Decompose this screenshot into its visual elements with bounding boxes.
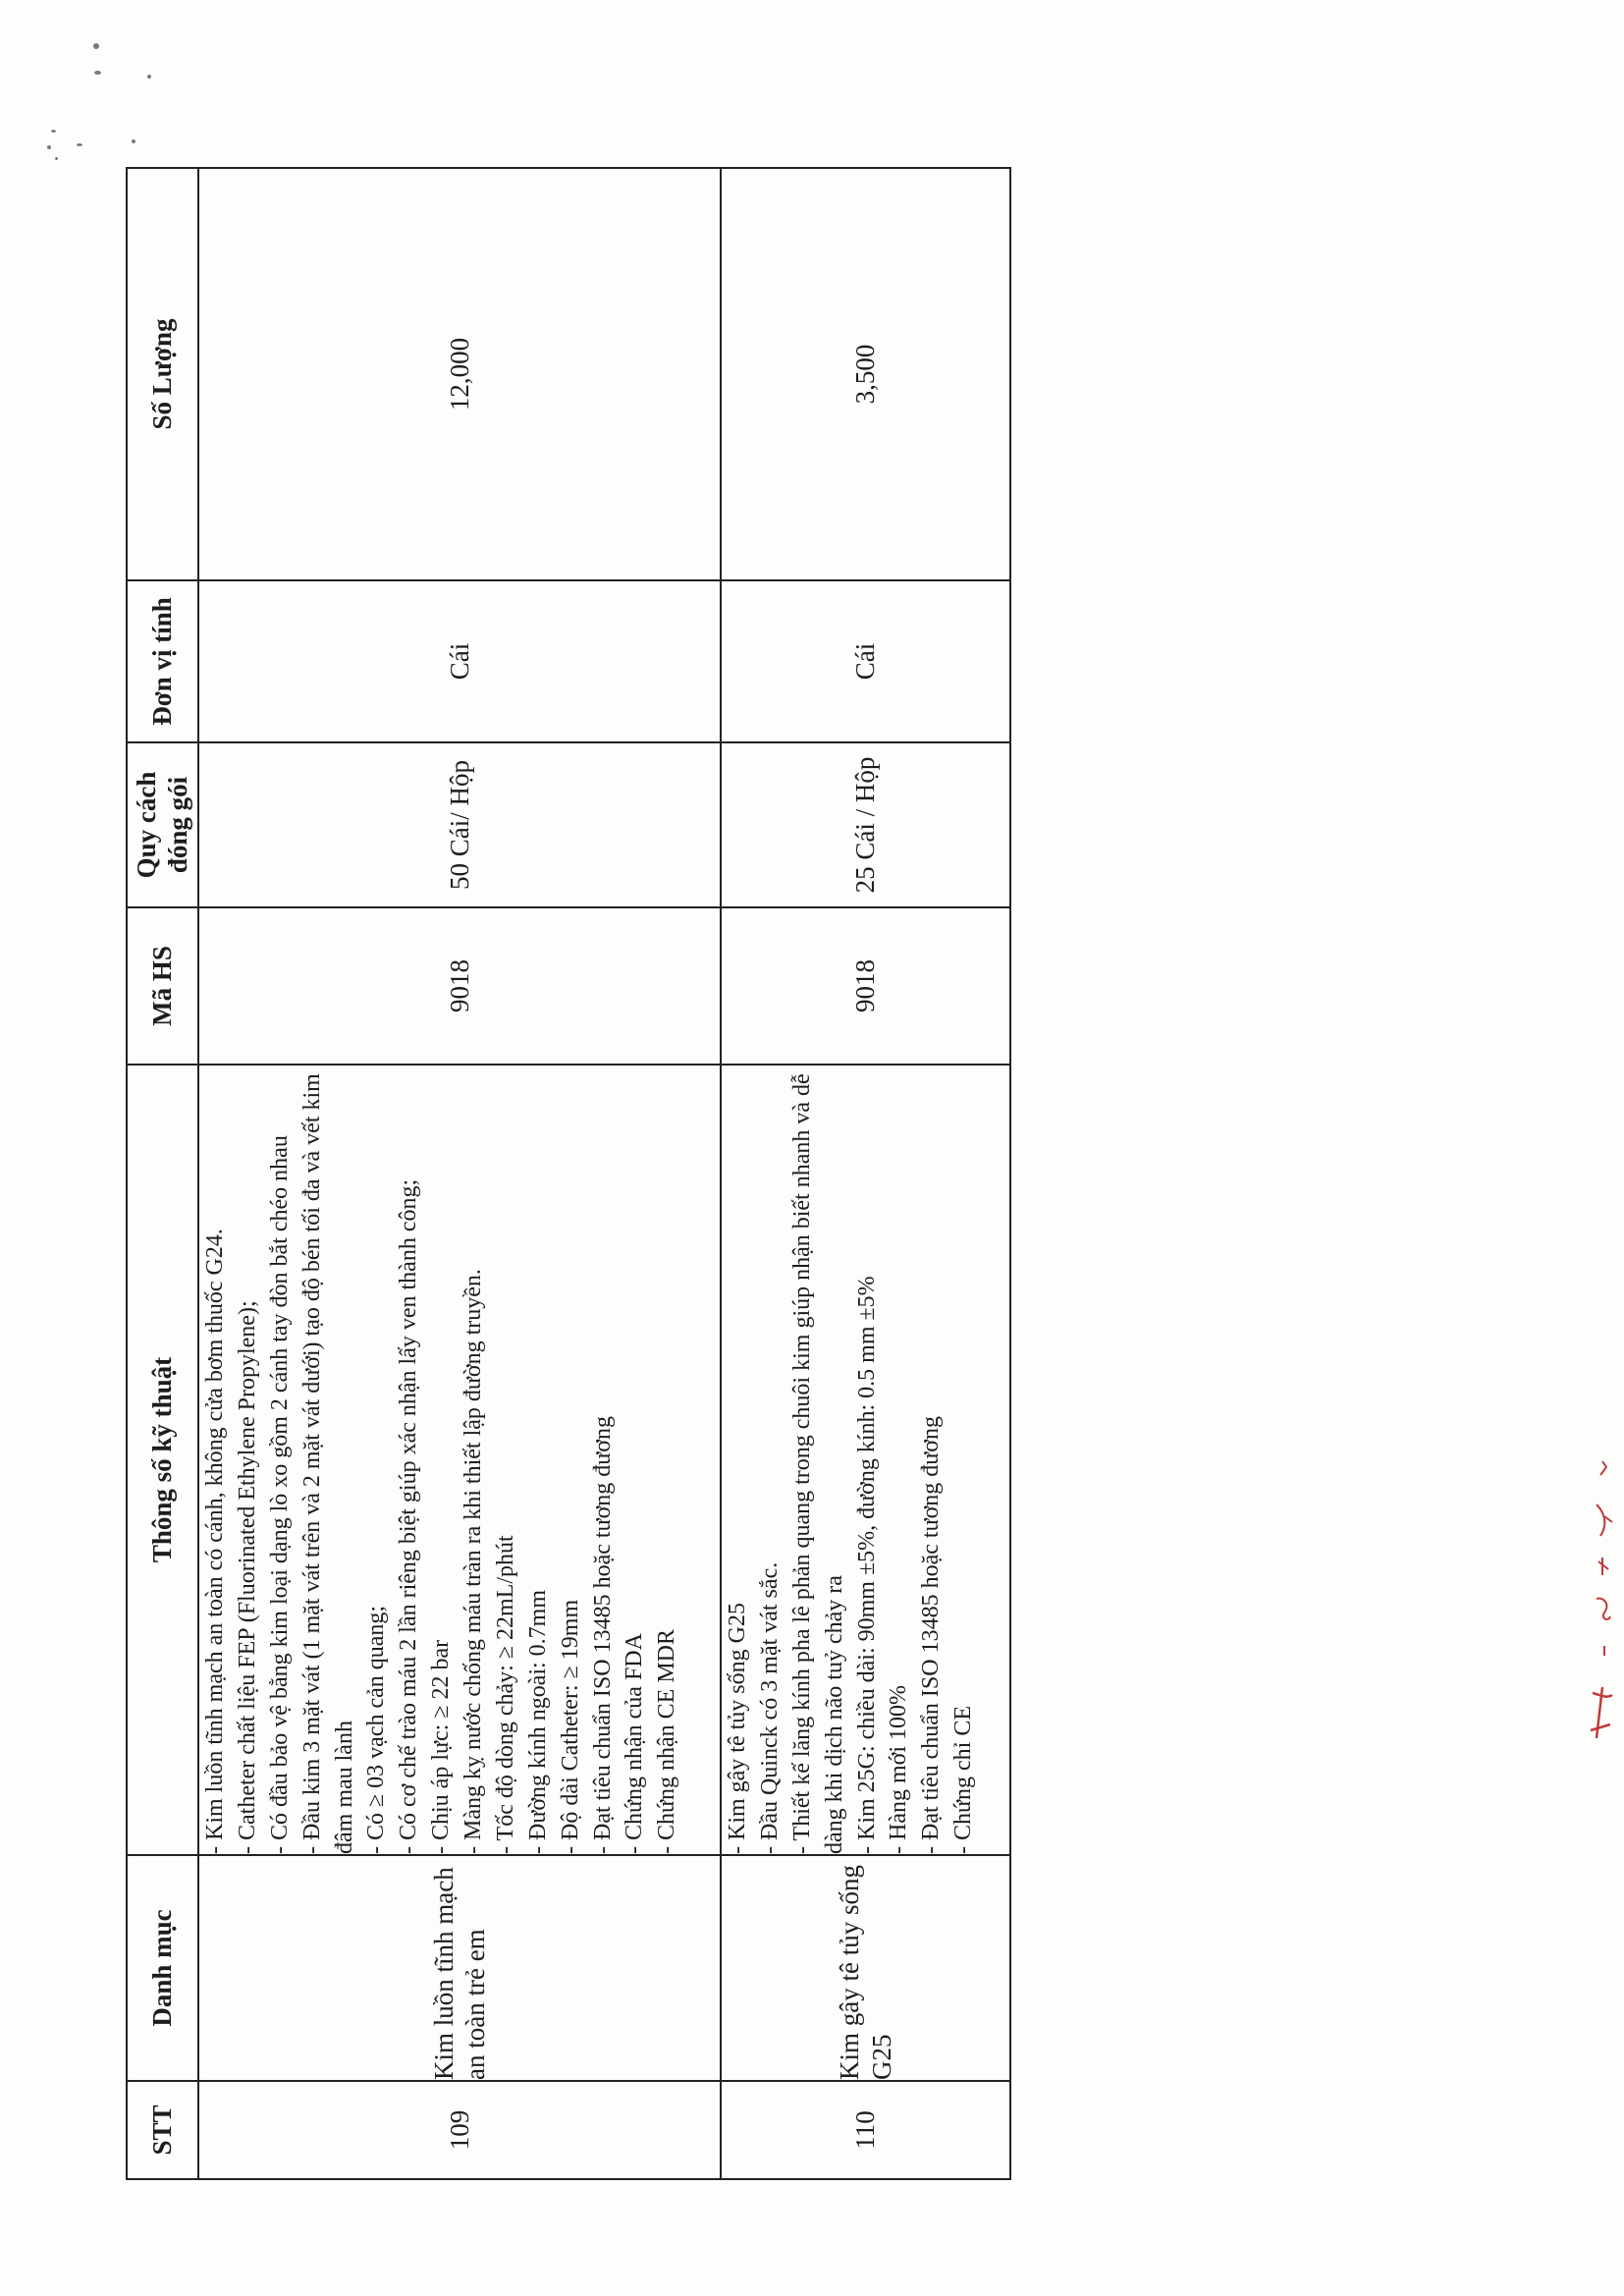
handwritten-initials-signature — [1583, 1453, 1622, 1748]
spec-line: - Có đầu bảo vệ bằng kim loại dạng lò xo gồm 2 cánh tay đòn bắt chéo nhau — [266, 1135, 293, 1854]
row-packaging: 25 Cái / Hộp — [721, 742, 1010, 907]
specs-list — [722, 1066, 980, 1854]
scan-speck — [47, 145, 51, 149]
row-hs-code: 9018 — [721, 907, 1010, 1065]
scan-speck — [94, 71, 101, 75]
spec-line: - Độ dài Catheter: ≥ 19mm — [557, 1599, 583, 1854]
row-stt: 109 — [198, 2081, 721, 2179]
scan-speck — [147, 75, 151, 79]
scan-speck — [132, 139, 135, 143]
spec-line: - Đầu kim 3 mặt vát (1 mặt vát trên và 2 mặt vát dưới) tạo độ bén tối đa và vết kim đâm mau lành — [298, 1073, 357, 1854]
spec-line: - Chứng chỉ CE — [950, 1706, 977, 1854]
spec-line: - Đạt tiêu chuẩn ISO 13485 hoặc tương đương — [589, 1416, 616, 1854]
rotated-table-container — [126, 169, 1007, 2180]
spec-line: - Có ≥ 03 vạch cản quang; — [363, 1605, 390, 1854]
header-hs-code: Mã HS — [127, 907, 198, 1065]
spec-line: - Tốc độ dòng chảy: ≥ 22mL/phút — [492, 1535, 518, 1854]
row-specs — [198, 1065, 721, 1855]
table-header-row — [127, 168, 198, 2179]
row-quantity: 12,000 — [198, 168, 721, 580]
spec-line: - Kim 25G: chiều dài: 90mm ±5%, đường kính: 0.5 mm ±5% — [853, 1276, 880, 1854]
scan-speck — [93, 43, 99, 49]
spec-line: - Đạt tiêu chuẩn ISO 13485 hoặc tương đương — [918, 1416, 945, 1854]
row-unit: Cái — [721, 580, 1010, 742]
table-row — [721, 168, 1010, 2179]
specs-list — [199, 1066, 683, 1854]
row-specs — [721, 1065, 1010, 1855]
scan-speck — [77, 143, 82, 146]
header-unit: Đơn vị tính — [127, 580, 198, 742]
spec-line: - Thiết kế lăng kính pha lê phản quang trong chuôi kim giúp nhận biết nhanh và dễ dàng khi dịch não tuỷ chảy ra — [788, 1073, 847, 1854]
spec-line: - Catheter chất liệu FEP (Fluorinated Ethylene Propylene); — [234, 1300, 260, 1854]
header-specs: Thông số kỹ thuật — [127, 1065, 198, 1855]
spec-line: - Kim gây tê tủy sống G25 — [725, 1603, 750, 1854]
row-packaging: 50 Cái/ Hộp — [198, 742, 721, 907]
row-stt: 110 — [721, 2081, 1010, 2179]
spec-line: - Chứng nhận CE MDR — [654, 1628, 680, 1854]
specification-table — [126, 167, 1011, 2180]
spec-line: - Đường kính ngoài: 0.7mm — [524, 1589, 551, 1854]
scan-speck — [55, 157, 58, 160]
table-row — [198, 168, 721, 2179]
header-category: Danh mục — [127, 1855, 198, 2081]
row-hs-code: 9018 — [198, 907, 721, 1065]
row-unit: Cái — [198, 580, 721, 742]
spec-line: - Hàng mới 100% — [886, 1685, 912, 1854]
row-category: Kim gây tê tủy sống G25 — [721, 1855, 1010, 2081]
scan-speck — [51, 130, 56, 133]
spec-line: - Có cơ chế trào máu 2 lần riêng biệt giúp xác nhận lấy ven thành công; — [396, 1178, 422, 1854]
spec-line: - Chứng nhận của FDA — [622, 1633, 648, 1854]
row-quantity: 3,500 — [721, 168, 1010, 580]
spec-line: - Màng kỵ nước chống máu tràn ra khi thiết lập đường truyền. — [460, 1269, 486, 1854]
row-category: Kim luồn tĩnh mạch an toàn trẻ em — [198, 1855, 721, 2081]
header-stt: STT — [127, 2081, 198, 2179]
spec-line: - Đầu Quinck có 3 mặt vát sắc. — [756, 1561, 783, 1854]
spec-line: - Kim luồn tĩnh mạch an toàn có cánh, không cửa bơm thuốc G24. — [202, 1229, 228, 1854]
spec-line: - Chịu áp lực: ≥ 22 bar — [428, 1639, 455, 1854]
header-packaging: Quy cách đóng gói — [127, 742, 198, 907]
header-quantity: Số Lượng — [127, 168, 198, 580]
